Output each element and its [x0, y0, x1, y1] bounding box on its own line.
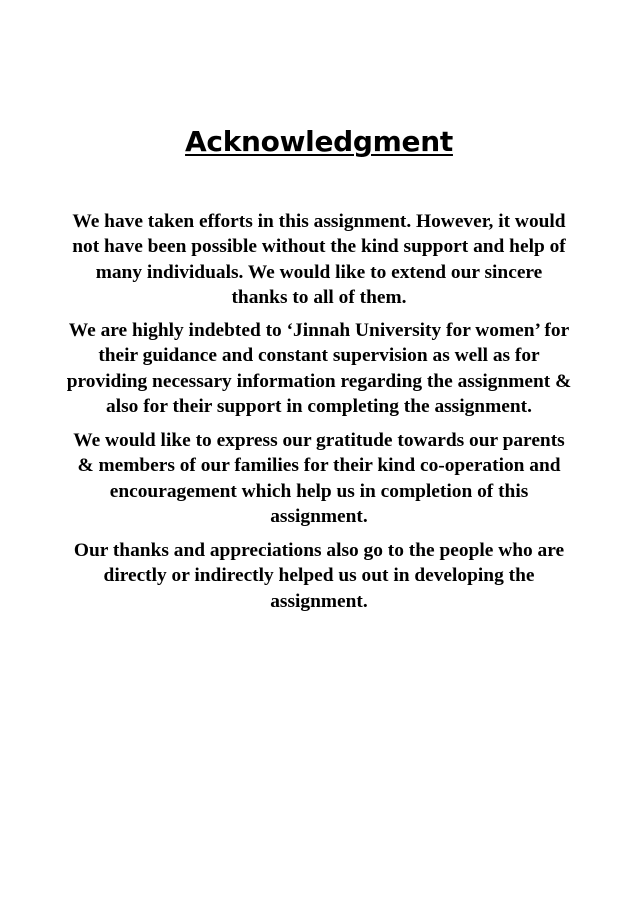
paragraph-2: We are highly indebted to ‘Jinnah University for women’ for their guidance and constant supervision as well as for providing necessary information regarding the assignment & also for their support in completing the assignment.	[66, 320, 572, 417]
paragraph-4: Our thanks and appreciations also go to the people who are directly or indirectly helped us out in developing the assignment.	[73, 540, 565, 612]
paragraph-3: We would like to express our gratitude towards our parents & members of our families for their kind co-operation and encouragement which help us in completion of this assignment.	[73, 430, 565, 527]
page-title: Acknowledgment	[185, 125, 453, 158]
paragraph-1: We have taken efforts in this assignment. However, it would not have been possible without the kind support and help of many individuals. We would like to extend our sincere thanks to all of them.	[72, 211, 566, 308]
